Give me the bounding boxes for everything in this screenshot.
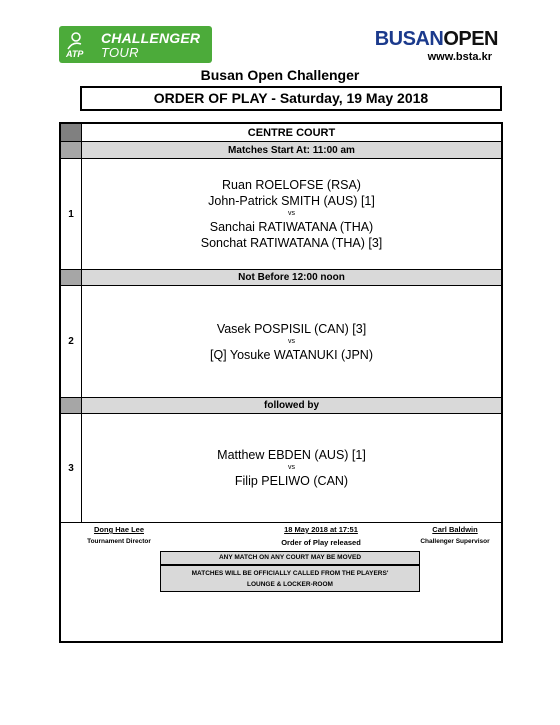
director-role: Tournament Director: [87, 538, 151, 545]
schedule-table: [59, 122, 503, 643]
player: [Q] Yosuke WATANUKI (JPN): [209, 347, 373, 362]
not-before-row: [61, 270, 501, 286]
release-time: 18 May 2018 at 17:51: [284, 525, 358, 534]
match-number: 1: [61, 159, 82, 269]
official-call-notice: [160, 565, 420, 592]
followed-by-corner-cell: [61, 398, 82, 413]
official-call-line1: MATCHES WILL BE OFFICIALLY CALLED FROM THE PLAYERS': [191, 569, 389, 577]
match-row-2: [61, 286, 501, 398]
start-time: Matches Start At: 11:00 am: [228, 144, 355, 156]
vs-label: vs: [288, 337, 295, 345]
player: Sanchai RATIWATANA (THA): [209, 220, 374, 234]
busan-wordmark-part2: OPEN: [443, 28, 498, 50]
supervisor-role: Challenger Supervisor: [420, 538, 490, 545]
match-players: [82, 286, 501, 397]
atp-logo-line2: TOUR: [101, 45, 139, 60]
tournament-director-block: [75, 524, 163, 546]
not-before-corner-cell: [61, 270, 82, 285]
match-number: 2: [61, 286, 82, 397]
release-block: [221, 524, 421, 548]
court-name: CENTRE COURT: [247, 126, 336, 139]
atp-logo-line1: CHALLENGER: [101, 30, 201, 46]
tournament-title: Busan Open Challenger: [200, 67, 360, 83]
match-row-3: [61, 414, 501, 523]
supervisor-block: [411, 524, 499, 546]
match-players: [82, 159, 501, 269]
match-number: 3: [61, 414, 82, 522]
supervisor-name: Carl Baldwin: [432, 525, 478, 534]
busan-url: www.bsta.kr: [427, 51, 492, 63]
vs-label: vs: [288, 210, 295, 217]
busan-wordmark-part1: BUSAN: [374, 28, 444, 50]
followed-by-label: followed by: [264, 400, 319, 411]
player: Filip PELIWO (CAN): [234, 474, 349, 488]
followed-by-row: [61, 398, 501, 414]
atp-mark: ATP: [66, 49, 84, 59]
player: Ruan ROELOFSE (RSA): [222, 178, 361, 192]
match-moved-notice: ANY MATCH ON ANY COURT MAY BE MOVED: [160, 551, 420, 565]
not-before-label: Not Before 12:00 noon: [238, 272, 345, 283]
official-call-line2: LOUNGE & LOCKER-ROOM: [247, 580, 333, 588]
busan-open-wordmark: [366, 28, 498, 50]
match-players: [82, 414, 501, 522]
court-header-row: [61, 124, 501, 142]
header-corner-cell: [61, 124, 82, 141]
start-time-row: [61, 142, 501, 159]
player: John-Patrick SMITH (AUS) [1]: [208, 194, 375, 208]
match-row-1: [61, 159, 501, 270]
player: Matthew EBDEN (AUS) [1]: [217, 448, 366, 462]
player: Sonchat RATIWATANA (THA) [3]: [200, 236, 383, 250]
player: Vasek POSPISIL (CAN) [3]: [216, 321, 367, 336]
atp-challenger-logo: [59, 26, 212, 63]
busan-open-logo: [366, 28, 498, 66]
vs-label: vs: [288, 464, 295, 471]
start-time-corner-cell: [61, 142, 82, 158]
release-label: Order of Play released: [281, 538, 361, 547]
director-name: Dong Hae Lee: [93, 525, 144, 534]
order-of-play-title: ORDER OF PLAY - Saturday, 19 May 2018: [80, 86, 502, 111]
